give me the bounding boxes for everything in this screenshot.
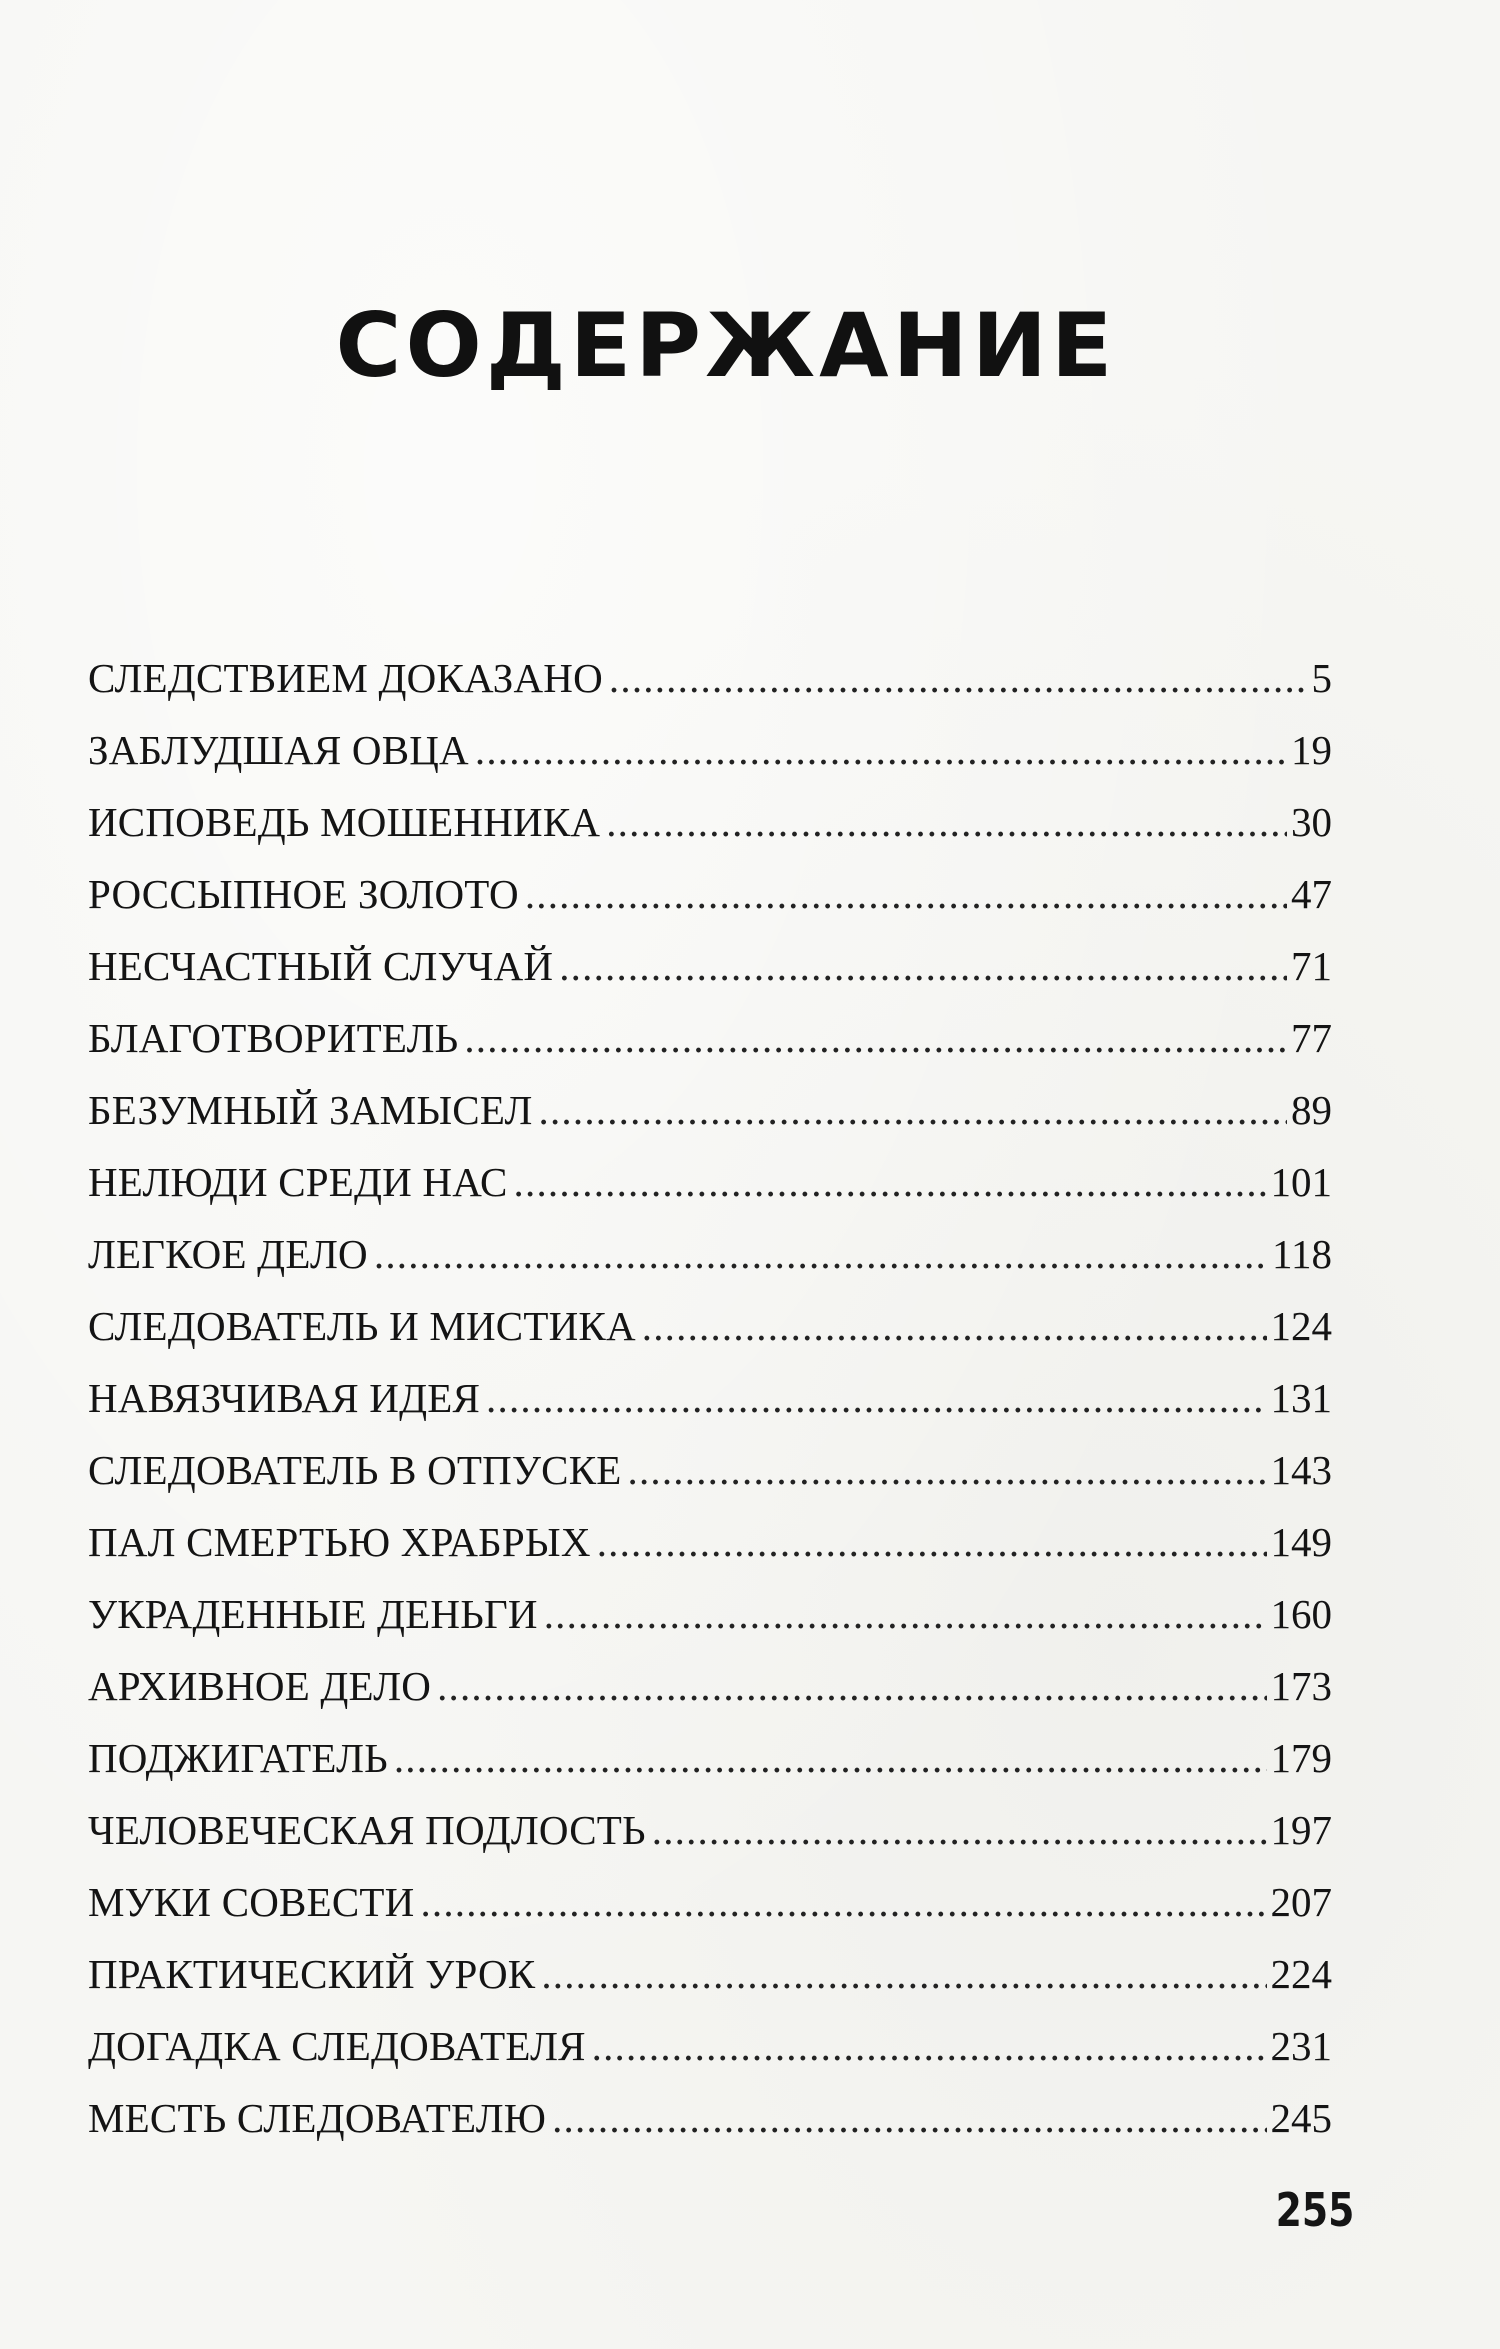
toc-entry-title: НЕЛЮДИ СРЕДИ НАС [88,1159,508,1205]
toc-entry-page: 131 [1270,1375,1332,1421]
toc-entry-page: 5 [1311,655,1332,701]
toc-entry-title: МЕСТЬ СЛЕДОВАТЕЛЮ [88,2095,547,2141]
toc-entry [88,930,1332,1002]
toc-entry [88,1146,1332,1218]
toc-entry-title: НАВЯЗЧИВАЯ ИДЕЯ [88,1375,481,1421]
toc-dot-leader [464,1002,1287,1074]
toc-entry-page: 143 [1270,1447,1332,1493]
toc-entry-page: 101 [1270,1159,1332,1205]
toc-dot-leader [609,642,1308,714]
toc-dot-leader [394,1722,1267,1794]
toc-entry [88,2010,1332,2082]
toc-entry-page: 179 [1270,1735,1332,1781]
toc-entry-title: ПАЛ СМЕРТЬЮ ХРАБРЫХ [88,1519,591,1565]
toc-dot-leader [486,1362,1266,1434]
toc-entry-title: УКРАДЕННЫЕ ДЕНЬГИ [88,1591,538,1637]
toc-entry-title: БЛАГОТВОРИТЕЛЬ [88,1015,459,1061]
toc-entry-page: 224 [1270,1951,1332,1997]
toc-dot-leader [642,1290,1267,1362]
toc-entry-title: СЛЕДОВАТЕЛЬ И МИСТИКА [88,1303,636,1349]
toc-entry [88,1866,1332,1938]
toc-entry [88,642,1332,714]
toc-entry-page: 77 [1291,1015,1332,1061]
toc-entry-title: ИСПОВЕДЬ МОШЕННИКА [88,799,601,845]
toc-dot-leader [420,1866,1266,1938]
toc-entry [88,1290,1332,1362]
toc-entry-title: ЛЕГКОЕ ДЕЛО [88,1231,368,1277]
toc-entry [88,1578,1332,1650]
toc-entry-title: МУКИ СОВЕСТИ [88,1879,415,1925]
toc-dot-leader [592,2010,1267,2082]
toc-entry [88,1650,1332,1722]
toc-entry [88,1002,1332,1074]
toc-entry [88,1722,1332,1794]
toc-entry-page: 89 [1291,1087,1332,1133]
toc-entry-page: 71 [1291,943,1332,989]
toc-entry-title: АРХИВНОЕ ДЕЛО [88,1663,432,1709]
toc-dot-leader [525,858,1287,930]
toc-entry [88,1362,1332,1434]
toc-entry-page: 160 [1270,1591,1332,1637]
toc-entry-page: 118 [1272,1231,1332,1277]
toc-dot-leader [628,1434,1267,1506]
toc-dot-leader [539,1074,1287,1146]
toc-entry-page: 19 [1291,727,1332,773]
toc-entry-title: ДОГАДКА СЛЕДОВАТЕЛЯ [88,2023,586,2069]
toc-entry [88,1794,1332,1866]
toc-entry [88,1218,1332,1290]
toc-entry-title: ПОДЖИГАТЕЛЬ [88,1735,388,1781]
toc-entry-page: 149 [1270,1519,1332,1565]
toc-entry-page: 245 [1270,2095,1332,2141]
toc-entry-title: ПРАКТИЧЕСКИЙ УРОК [88,1951,536,1997]
toc-entry-title: СЛЕДОВАТЕЛЬ В ОТПУСКЕ [88,1447,622,1493]
toc-entry [88,1938,1332,2010]
toc-dot-leader [652,1794,1267,1866]
toc-dot-leader [552,2082,1266,2154]
toc-entry-page: 207 [1270,1879,1332,1925]
toc-entry [88,1434,1332,1506]
toc-dot-leader [606,786,1287,858]
toc-entry [88,2082,1332,2154]
toc-entry-title: СЛЕДСТВИЕМ ДОКАЗАНО [88,655,603,701]
toc-entry-page: 231 [1270,2023,1332,2069]
table-of-contents [88,642,1332,2154]
toc-dot-leader [437,1650,1266,1722]
toc-entry-title: РОССЫПНОЕ ЗОЛОТО [88,871,519,917]
toc-entry-title: НЕСЧАСТНЫЙ СЛУЧАЙ [88,943,554,989]
toc-dot-leader [475,714,1287,786]
toc-entry [88,786,1332,858]
toc-dot-leader [559,930,1287,1002]
toc-entry-page: 30 [1291,799,1332,845]
toc-dot-leader [544,1578,1267,1650]
toc-dot-leader [541,1938,1266,2010]
toc-dot-leader [374,1218,1268,1290]
toc-entry-page: 173 [1270,1663,1332,1709]
toc-dot-leader [597,1506,1267,1578]
toc-entry-page: 124 [1270,1303,1332,1349]
toc-entry-title: ЧЕЛОВЕЧЕСКАЯ ПОДЛОСТЬ [88,1807,646,1853]
toc-entry-page: 47 [1291,871,1332,917]
toc-entry [88,1506,1332,1578]
toc-entry-title: БЕЗУМНЫЙ ЗАМЫСЕЛ [88,1087,533,1133]
toc-entry [88,714,1332,786]
page-title: СОДЕРЖАНИЕ [335,293,1117,397]
toc-entry [88,858,1332,930]
toc-dot-leader [514,1146,1267,1218]
toc-entry-page: 197 [1270,1807,1332,1853]
toc-entry [88,1074,1332,1146]
toc-entry-title: ЗАБЛУДШАЯ ОВЦА [88,727,469,773]
page-number: 255 [1275,2183,1355,2237]
